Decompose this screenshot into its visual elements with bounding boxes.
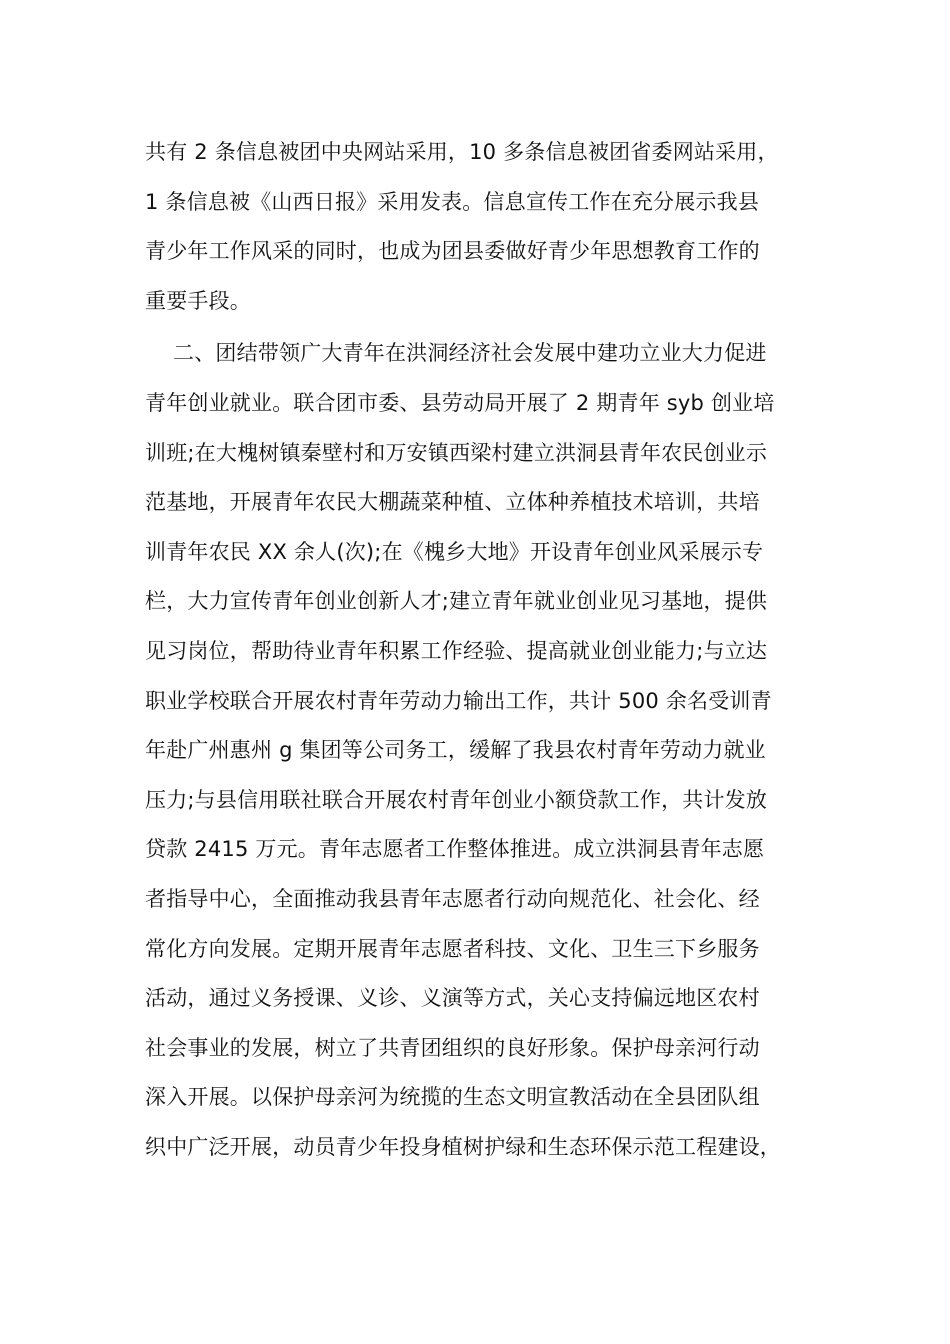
text-line: 栏，大力宣传青年创业创新人才;建立青年就业创业见习基地，提供 — [145, 589, 768, 614]
text-line: 1 条信息被《山西日报》采用发表。信息宣传工作在充分展示我县 — [145, 189, 760, 214]
text-line: 者指导中心，全面推动我县青年志愿者行动向规范化、社会化、经 — [145, 886, 760, 911]
text-line: 社会事业的发展，树立了共青团组织的良好形象。保护母亲河行动 — [145, 1035, 760, 1060]
text-line: 青年创业就业。联合团市委、县劳动局开展了 2 期青年 syb 创业培 — [145, 390, 775, 415]
text-line: 重要手段。 — [145, 288, 251, 313]
text-line: 常化方向发展。定期开展青年志愿者科技、文化、卫生三下乡服务 — [145, 936, 760, 961]
text-line: 年赴广州惠州 g 集团等公司务工，缓解了我县农村青年劳动力就业 — [145, 738, 766, 763]
text-line: 贷款 2415 万元。青年志愿者工作整体推进。成立洪洞县青年志愿 — [145, 837, 765, 862]
body-text — [145, 128, 825, 1172]
text-line: 职业学校联合开展农村青年劳动力输出工作，共计 500 余名受训青 — [145, 688, 772, 713]
paragraph-heading-line: 二、团结带领广大青年在洪洞经济社会发展中建功立业大力促进 — [173, 341, 767, 366]
text-line: 见习岗位，帮助待业青年积累工作经验、提高就业创业能力;与立达 — [145, 638, 768, 663]
text-line: 训班;在大槐树镇秦壁村和万安镇西梁村建立洪洞县青年农民创业示 — [145, 440, 768, 465]
text-line: 深入开展。以保护母亲河为统揽的生态文明宣教活动在全县团队组 — [145, 1085, 760, 1110]
text-line: 织中广泛开展，动员青少年投身植树护绿和生态环保示范工程建设， — [145, 1134, 781, 1159]
text-line: 压力;与县信用联社联合开展农村青年创业小额贷款工作，共计发放 — [145, 787, 768, 812]
text-line: 活动，通过义务授课、义诊、义演等方式，关心支持偏远地区农村 — [145, 986, 760, 1011]
text-line: 青少年工作风采的同时，也成为团县委做好青少年思想教育工作的 — [145, 239, 760, 264]
text-line: 范基地，开展青年农民大棚蔬菜种植、立体种养植技术培训，共培 — [145, 490, 760, 515]
text-line: 共有 2 条信息被团中央网站采用，10 多条信息被团省委网站采用， — [145, 140, 779, 164]
text-line: 训青年农民 XX 余人(次);在《槐乡大地》开设青年创业风采展示专 — [145, 539, 764, 564]
